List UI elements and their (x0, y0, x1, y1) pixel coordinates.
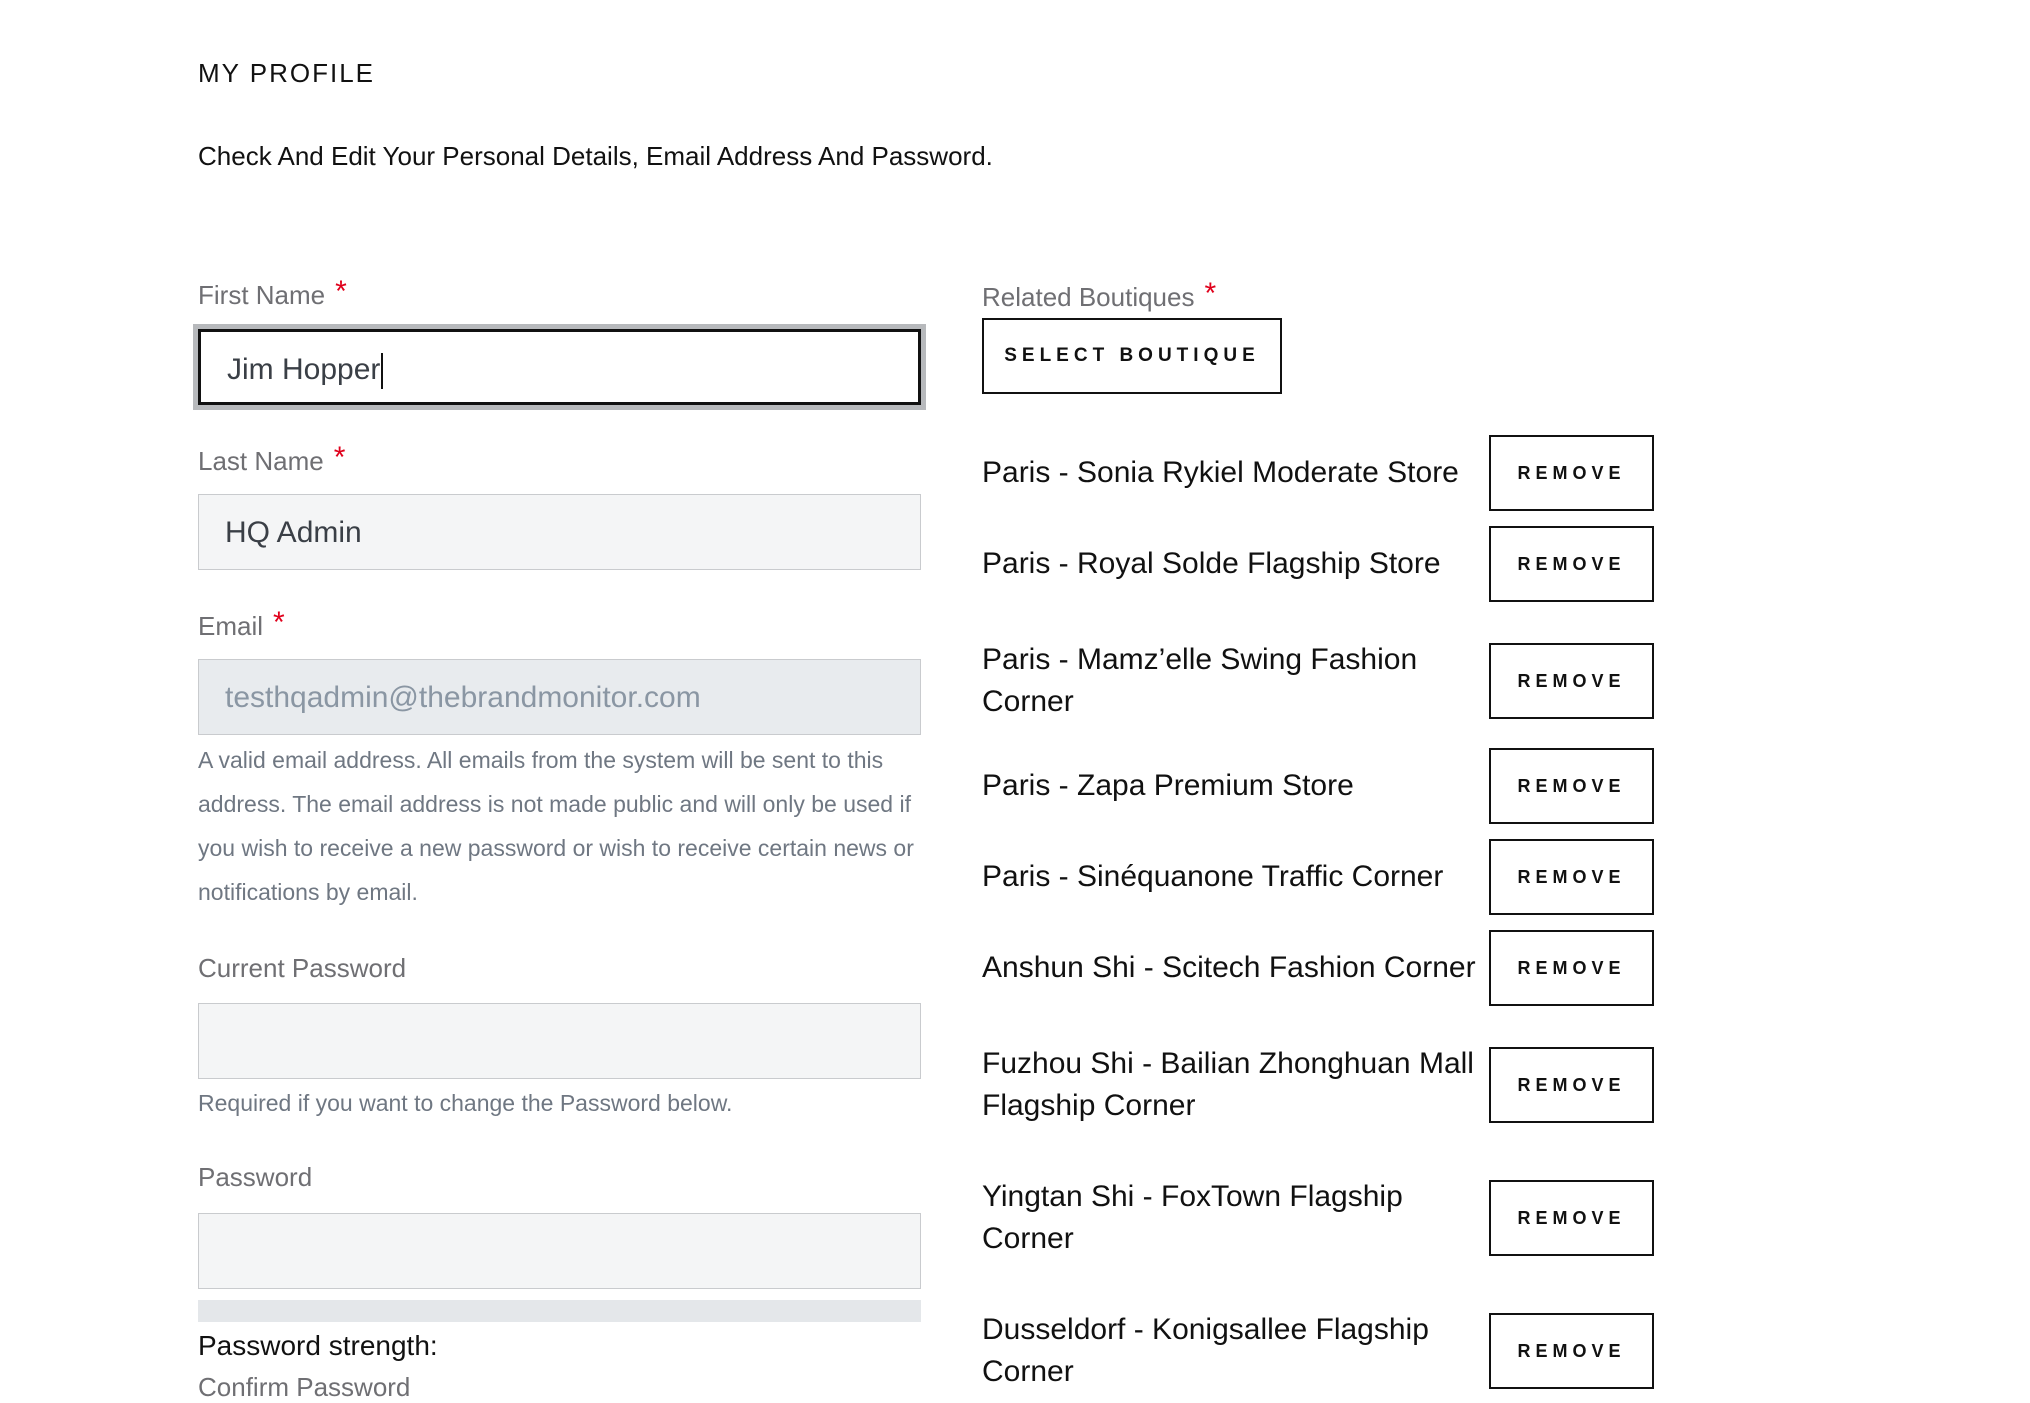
required-marker: * (1204, 277, 1217, 310)
boutique-row (982, 1041, 1654, 1129)
password-input[interactable] (198, 1213, 921, 1289)
boutique-name: Paris - Zapa Premium Store (982, 769, 1354, 802)
remove-boutique-button[interactable]: REMOVE (1489, 643, 1654, 719)
page-subtitle: Check And Edit Your Personal Details, Email Address And Password. (198, 141, 993, 171)
required-marker: * (335, 275, 347, 308)
remove-boutique-button[interactable]: REMOVE (1489, 930, 1654, 1006)
boutique-name: Fuzhou Shi - Bailian Zhonghuan Mall Flagship Corner (982, 1047, 1474, 1122)
boutique-row (982, 839, 1654, 915)
password-label: Password (198, 1162, 313, 1192)
related-boutiques-label (982, 277, 1217, 314)
boutique-name: Paris - Royal Solde Flagship Store (982, 547, 1441, 580)
remove-boutique-button[interactable]: REMOVE (1489, 1313, 1654, 1389)
boutique-name: Dusseldorf - Konigsallee Flagship Corner (982, 1313, 1429, 1388)
boutique-row (982, 748, 1654, 824)
password-strength-bar (198, 1300, 921, 1322)
text-caret (381, 353, 383, 389)
last-name-value: HQ Admin (225, 516, 362, 549)
first-name-input[interactable] (198, 329, 921, 405)
related-boutiques-label-text: Related Boutiques (982, 282, 1195, 312)
remove-boutique-button[interactable]: REMOVE (1489, 839, 1654, 915)
current-password-help: Required if you want to change the Password below. (198, 1090, 733, 1116)
email-value: testhqadmin@thebrandmonitor.com (225, 681, 701, 714)
email-input[interactable] (198, 659, 921, 735)
boutique-row (982, 435, 1654, 511)
remove-boutique-button[interactable]: REMOVE (1489, 526, 1654, 602)
boutique-row (982, 930, 1654, 1006)
required-marker: * (333, 441, 346, 474)
email-help-text: A valid email address. All emails from the system will be sent to this address. The email address is not made public and will only be used if you wish to receive a new password or wish to receive certain news or notifications by email. (198, 747, 914, 905)
last-name-label (198, 441, 346, 478)
boutique-name: Paris - Mamz’elle Swing Fashion Corner (982, 643, 1418, 718)
page-title: MY PROFILE (198, 58, 376, 88)
password-strength-label: Password strength: (198, 1330, 438, 1361)
boutique-name: Paris - Sonia Rykiel Moderate Store (982, 456, 1459, 489)
first-name-label (198, 275, 347, 312)
last-name-input[interactable] (198, 494, 921, 570)
boutique-name: Yingtan Shi - FoxTown Flagship Corner (982, 1180, 1403, 1255)
remove-boutique-button[interactable]: REMOVE (1489, 748, 1654, 824)
remove-boutique-button[interactable]: REMOVE (1489, 1047, 1654, 1123)
email-label-text: Email (198, 611, 264, 641)
required-marker: * (273, 606, 285, 639)
select-boutique-button[interactable]: SELECT BOUTIQUE (982, 318, 1282, 394)
boutique-name: Paris - Sinéquanone Traffic Corner (982, 860, 1444, 893)
boutique-name: Anshun Shi - Scitech Fashion Corner (982, 951, 1476, 984)
current-password-input[interactable] (198, 1003, 921, 1079)
current-password-label: Current Password (198, 953, 407, 983)
remove-boutique-button[interactable]: REMOVE (1489, 435, 1654, 511)
confirm-password-label: Confirm Password (198, 1372, 411, 1402)
boutique-row (982, 1174, 1654, 1262)
boutique-row (982, 637, 1654, 725)
last-name-label-text: Last Name (198, 446, 324, 476)
email-label (198, 606, 285, 643)
first-name-value: Jim Hopper (227, 353, 381, 386)
first-name-label-text: First Name (198, 280, 326, 310)
boutique-row (982, 526, 1654, 602)
remove-boutique-button[interactable]: REMOVE (1489, 1180, 1654, 1256)
